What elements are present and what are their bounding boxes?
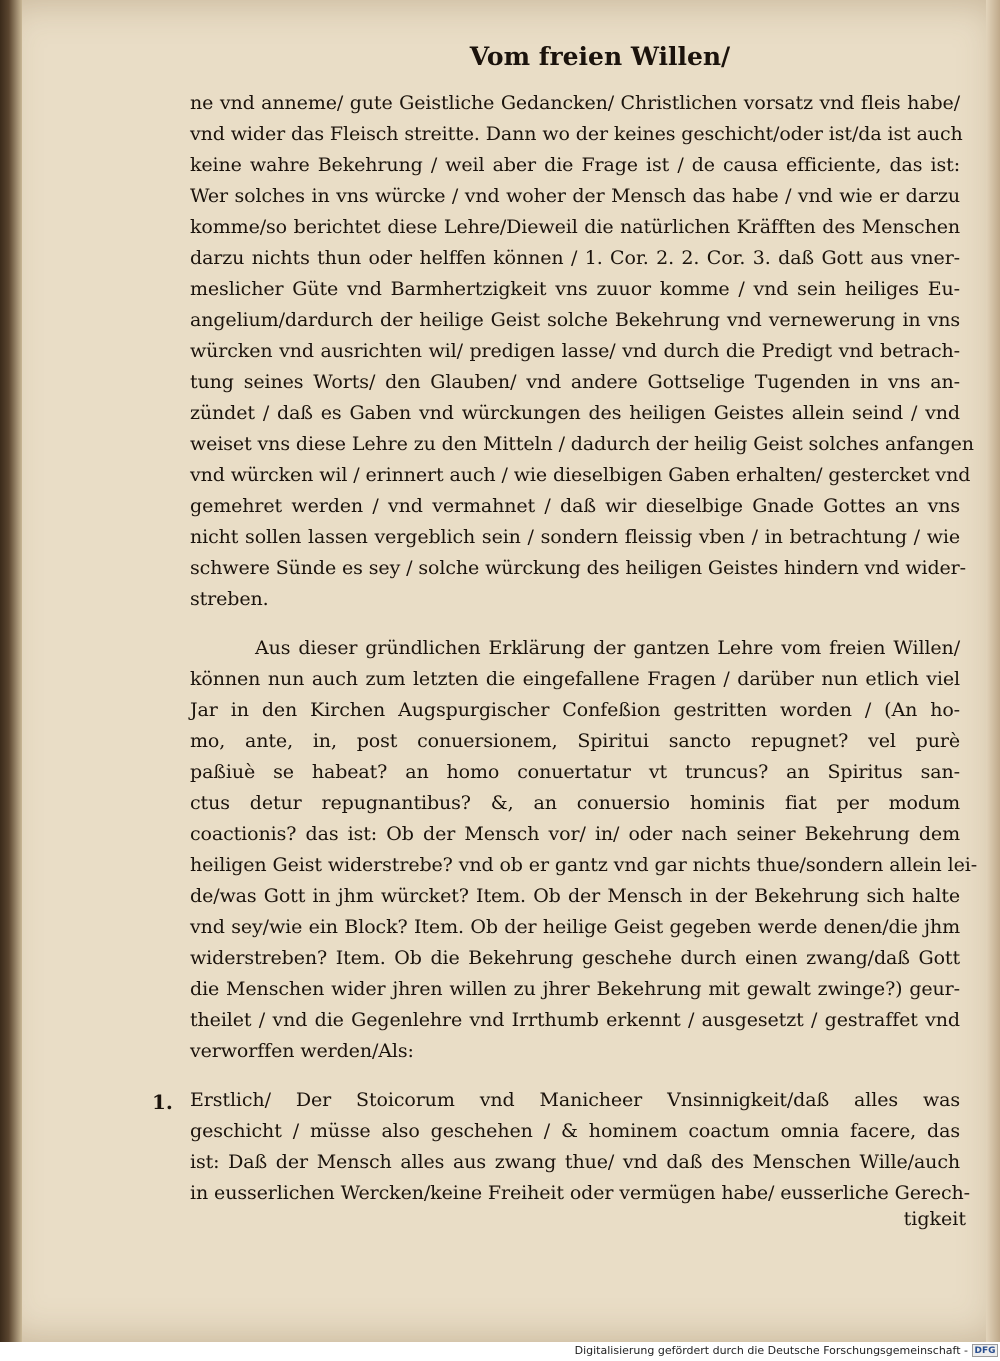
text-line: verworffen werden/Als: bbox=[190, 1040, 414, 1062]
text-line: meslicher Güte vnd Barmhertzigkeit vns zuuor komme / vnd sein heiliges Eu- bbox=[190, 278, 960, 300]
text-line: schwere Sünde es sey / solche würckung des heiligen Geistes hindern vnd wider- bbox=[190, 557, 966, 579]
text-line: komme/so berichtet diese Lehre/Dieweil die natürlichen Kräfften des Menschen bbox=[190, 216, 960, 238]
text-line: zündet / daß es Gaben vnd würckungen des heiligen Geistes allein seind / vnd bbox=[190, 402, 960, 424]
text-line: ctus detur repugnantibus? &, an conuersio hominis fiat per modum bbox=[190, 792, 960, 814]
text-line: vnd würcken wil / erinnert auch / wie dieselbigen Gaben erhalten/ gestercket vnd bbox=[190, 464, 971, 486]
text-line: vnd sey/wie ein Block? Item. Ob der heilige Geist gegeben werde denen/die jhm bbox=[190, 916, 960, 938]
text-line: geschicht / müsse also geschehen / & hominem coactum omnia facere, das bbox=[190, 1120, 960, 1142]
text-line: paßiuè se habeat? an homo conuertatur vt truncus? an Spiritus san- bbox=[190, 761, 960, 783]
catchword: tigkeit bbox=[903, 1208, 966, 1230]
text-line: Jar in den Kirchen Augspurgischer Confeßion gestritten worden / (An ho- bbox=[190, 699, 960, 721]
text-line: können nun auch zum letzten die eingefallene Fragen / darüber nun etlich viel bbox=[190, 668, 960, 690]
text-line: streben. bbox=[190, 588, 269, 610]
page-edge bbox=[986, 0, 1000, 1342]
binding-edge bbox=[0, 0, 22, 1342]
paragraph-3 bbox=[152, 1085, 970, 1209]
text-line: nicht sollen lassen vergeblich sein / sondern fleissig vben / in betrachtung / wie bbox=[190, 526, 960, 548]
dfg-logo: DFG bbox=[972, 1344, 998, 1357]
text-line: widerstreben? Item. Ob die Bekehrung geschehe durch einen zwang/daß Gott bbox=[190, 947, 960, 969]
paragraph-1 bbox=[190, 88, 974, 615]
funding-notice: Digitalisierung gefördert durch die Deutsche Forschungsgemeinschaft - bbox=[574, 1344, 968, 1357]
text-line: ist: Daß der Mensch alles aus zwang thue/ vnd daß des Menschen Wille/auch bbox=[190, 1151, 960, 1173]
text-line: Aus dieser gründlichen Erklärung der gantzen Lehre vom freien Willen/ bbox=[255, 637, 960, 659]
text-line: theilet / vnd die Gegenlehre vnd Irrthumb erkennt / ausgesetzt / gestraffet vnd bbox=[190, 1009, 960, 1031]
text-line: würcken vnd ausrichten wil/ predigen lasse/ vnd durch die Predigt vnd betrach- bbox=[190, 340, 960, 362]
text-line: angelium/dardurch der heilige Geist solche Bekehrung vnd vernewerung in vns bbox=[190, 309, 960, 331]
footer-bar bbox=[0, 1342, 1000, 1361]
text-line: Wer solches in vns würcke / vnd woher der Mensch das habe / vnd wie er darzu bbox=[190, 185, 960, 207]
text-line: Erstlich/ Der Stoicorum vnd Manicheer Vnsinnigkeit/daß alles was bbox=[190, 1089, 960, 1111]
running-head: Vom freien Willen/ bbox=[469, 42, 731, 71]
text-line: keine wahre Bekehrung / weil aber die Frage ist / de causa efficiente, das ist: bbox=[190, 154, 960, 176]
text-line: vnd wider das Fleisch streitte. Dann wo der keines geschicht/oder ist/da ist auch bbox=[190, 123, 963, 145]
text-line: ne vnd anneme/ gute Geistliche Gedancken/ Christlichen vorsatz vnd fleis habe/ bbox=[190, 92, 960, 114]
text-line: die Menschen wider jhren willen zu jhrer Bekehrung mit gewalt zwinge?) geur- bbox=[190, 978, 960, 1000]
paragraph-2 bbox=[190, 633, 978, 1067]
text-line: weiset vns diese Lehre zu den Mitteln / dadurch der heilig Geist solches anfangen bbox=[190, 433, 974, 455]
text-line: mo, ante, in, post conuersionem, Spiritui sancto repugnet? vel purè bbox=[190, 730, 960, 752]
text-line: in eusserlichen Wercken/keine Freiheit oder vermügen habe/ eusserliche Gerech- bbox=[190, 1182, 970, 1204]
text-line: tung seines Worts/ den Glauben/ vnd andere Gottselige Tugenden in vns an- bbox=[190, 371, 960, 393]
margin-number: 1. bbox=[152, 1090, 173, 1114]
text-block bbox=[152, 40, 978, 1231]
text-line: darzu nichts thun oder helffen können / 1. Cor. 2. 2. Cor. 3. daß Gott aus vner- bbox=[190, 247, 960, 269]
text-line: gemehret werden / vnd vermahnet / daß wir dieselbige Gnade Gottes an vns bbox=[190, 495, 960, 517]
text-line: coactionis? das ist: Ob der Mensch vor/ in/ oder nach seiner Bekehrung dem bbox=[190, 823, 960, 845]
text-line: heiligen Geist widerstrebe? vnd ob er gantz vnd gar nichts thue/sondern allein lei- bbox=[190, 854, 978, 876]
text-line: de/was Gott in jhm würcket? Item. Ob der Mensch in der Bekehrung sich halte bbox=[190, 885, 960, 907]
